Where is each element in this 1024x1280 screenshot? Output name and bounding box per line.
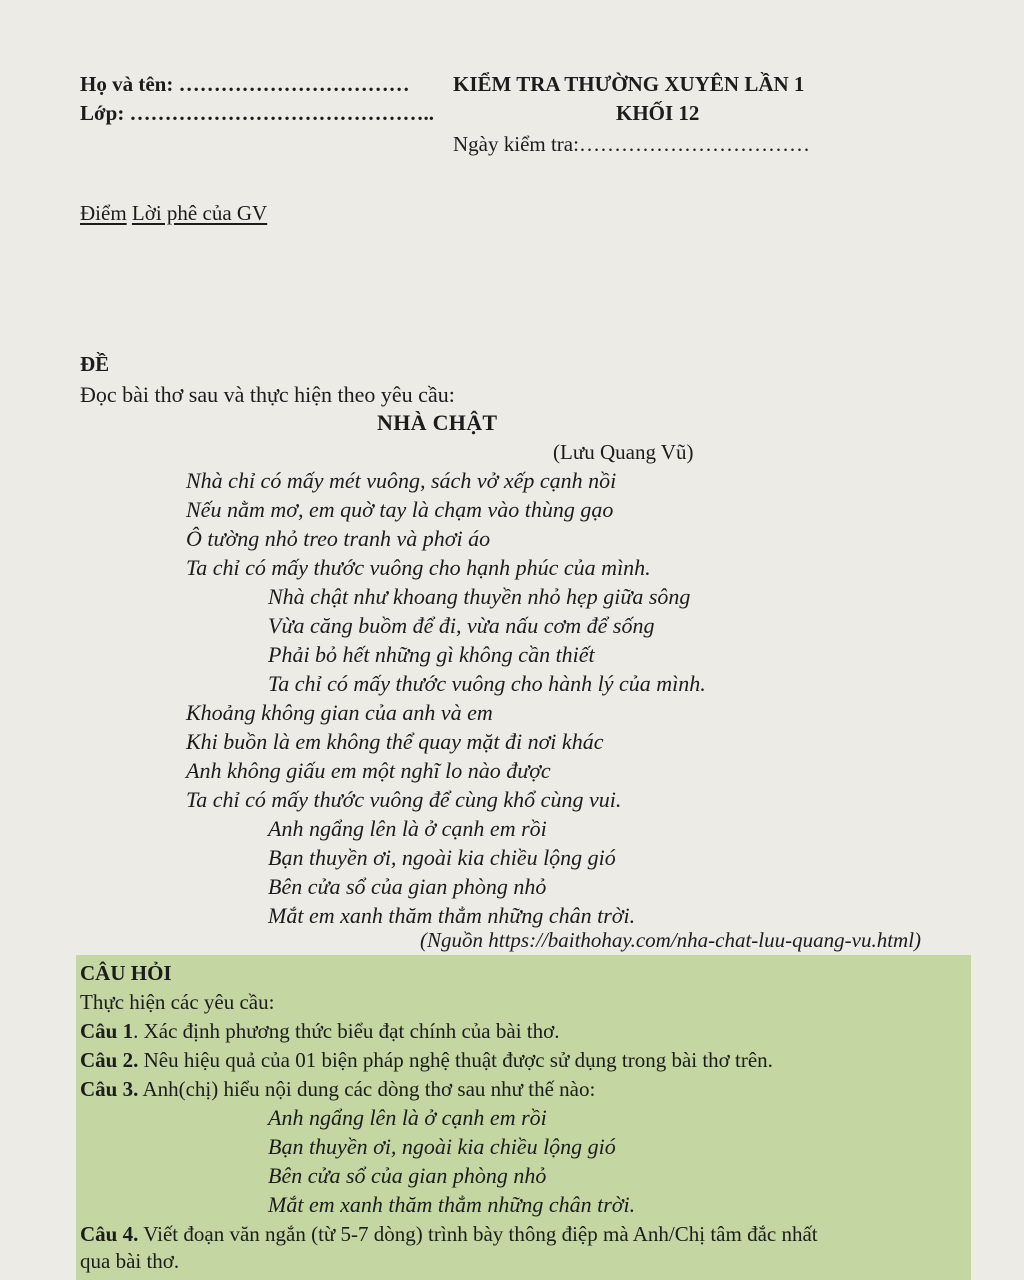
questions-section <box>76 955 971 1280</box>
poem-line: Bạn thuyền ơi, ngoài kia chiều lộng gió <box>268 845 616 870</box>
poem-line: Khi buồn là em không thể quay mặt đi nơi khác <box>186 729 604 754</box>
poem-line: Nếu nằm mơ, em quờ tay là chạm vào thùng gạo <box>186 497 614 522</box>
poem-line: Ô tường nhỏ treo tranh và phơi áo <box>186 526 491 551</box>
poem-line: Ta chỉ có mấy thước vuông để cùng khổ cùng vui. <box>186 787 622 812</box>
poem-line: Ta chỉ có mấy thước vuông cho hạnh phúc của mình. <box>186 555 651 580</box>
question-3-text: Anh(chị) hiểu nội dung các dòng thơ sau như thế nào: <box>138 1077 596 1101</box>
question-2-text: Nêu hiệu quả của 01 biện pháp nghệ thuật được sử dụng trong bài thơ trên. <box>138 1048 773 1072</box>
exam-heading: ĐỀ <box>80 352 110 376</box>
question-3-poem-line: Bạn thuyền ơi, ngoài kia chiều lộng gió <box>268 1134 616 1159</box>
poem-author: (Lưu Quang Vũ) <box>553 440 694 464</box>
question-3 <box>80 1075 595 1103</box>
question-2 <box>80 1046 773 1074</box>
score-label: Điểm <box>80 201 127 225</box>
question-3-poem-line: Anh ngẩng lên là ở cạnh em rồi <box>268 1105 547 1130</box>
grade-section <box>80 201 267 226</box>
poem-line: Mắt em xanh thăm thẳm những chân trời. <box>268 903 636 928</box>
name-label: Họ và tên: …………………………… <box>80 72 410 96</box>
poem-line: Nhà chỉ có mấy mét vuông, sách vở xếp cạnh nồi <box>186 468 617 493</box>
question-3-label: Câu 3. <box>80 1077 139 1101</box>
exam-instruction: Đọc bài thơ sau và thực hiện theo yêu cầu: <box>80 382 455 407</box>
class-field: Lớp: …………………………………….. <box>80 101 435 125</box>
student-name-field <box>80 72 410 97</box>
question-3-poem-line: Bên cửa sổ của gian phòng nhỏ <box>268 1163 547 1188</box>
poem-line: Nhà chật như khoang thuyền nhỏ hẹp giữa sông <box>268 584 691 609</box>
question-3-poem-line: Mắt em xanh thăm thẳm những chân trời. <box>268 1192 636 1217</box>
questions-heading: CÂU HỎI <box>80 961 172 985</box>
question-4-label: Câu 4. <box>80 1222 139 1246</box>
grade-level: KHỐI 12 <box>616 101 700 125</box>
poem-line: Anh không giấu em một nghĩ lo nào được <box>186 758 551 783</box>
exam-title: KIỂM TRA THƯỜNG XUYÊN LẦN 1 <box>453 72 805 96</box>
teacher-comment-label: Lời phê của GV <box>131 201 268 225</box>
poem-line: Vừa căng buồm để đi, vừa nấu cơm để sống <box>268 613 655 638</box>
question-1 <box>80 1017 559 1045</box>
question-4-continued: qua bài thơ. <box>80 1249 180 1273</box>
poem-line: Khoảng không gian của anh và em <box>186 700 493 725</box>
poem-line: Anh ngẩng lên là ở cạnh em rồi <box>268 816 547 841</box>
poem-source: (Nguồn https://baithohay.com/nha-chat-luu-quang-vu.html) <box>420 928 922 952</box>
question-1-label: Câu 1 <box>80 1019 134 1043</box>
poem-line: Phải bỏ hết những gì không cần thiết <box>268 642 595 667</box>
exam-date-field: Ngày kiểm tra:…………………………… <box>453 132 810 156</box>
question-4-text: Viết đoạn văn ngắn (từ 5-7 dòng) trình bày thông điệp mà Anh/Chị tâm đắc nhất <box>138 1222 818 1246</box>
question-2-label: Câu 2. <box>80 1048 139 1072</box>
poem-title: NHÀ CHẬT <box>377 410 498 435</box>
questions-intro: Thực hiện các yêu cầu: <box>80 990 275 1014</box>
question-1-text: . Xác định phương thức biểu đạt chính của bài thơ. <box>133 1019 560 1043</box>
poem-line: Ta chỉ có mấy thước vuông cho hành lý của mình. <box>268 671 706 696</box>
question-4 <box>80 1220 818 1248</box>
poem-line: Bên cửa sổ của gian phòng nhỏ <box>268 874 547 899</box>
